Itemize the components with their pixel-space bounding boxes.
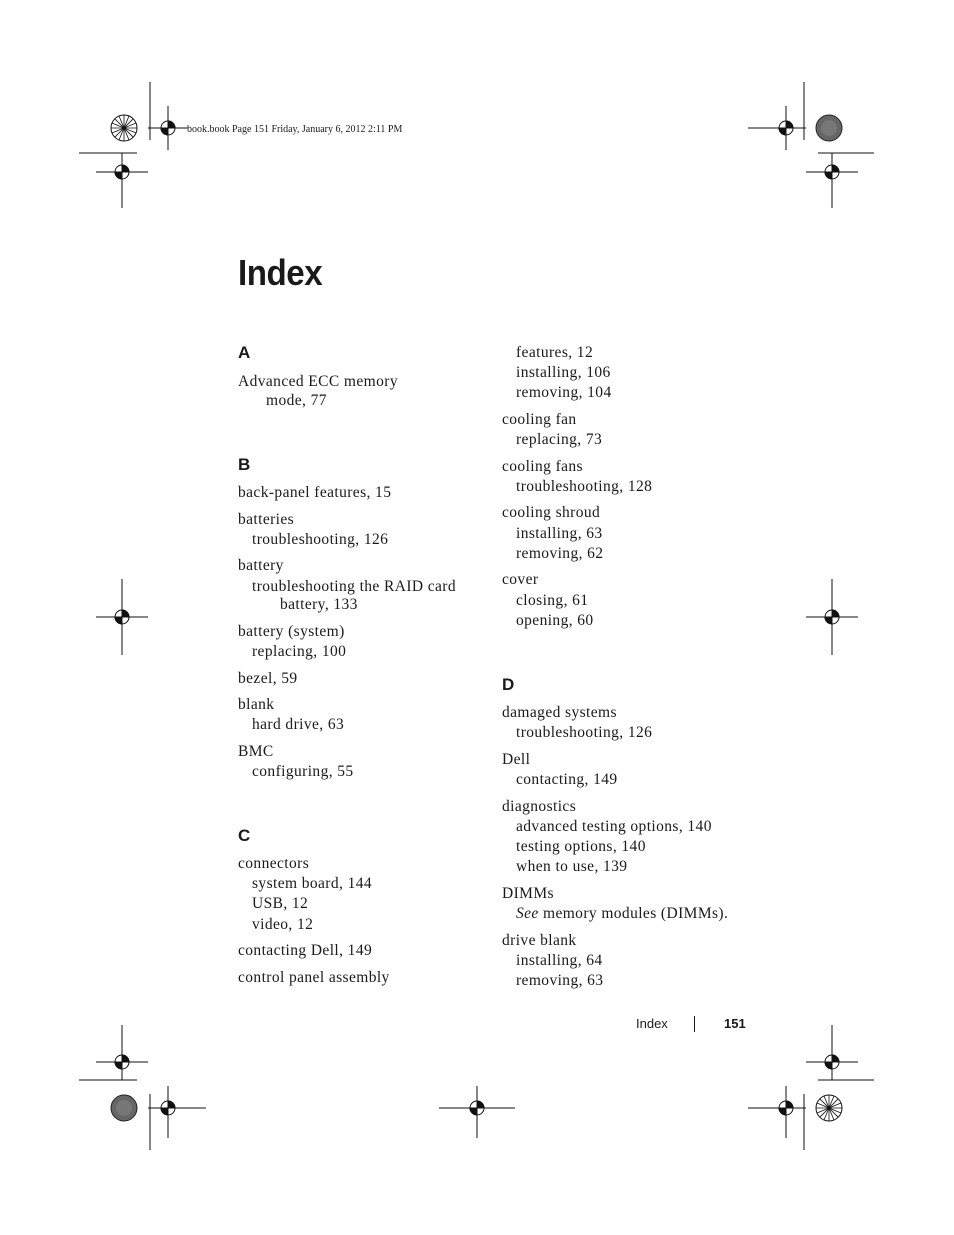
index-entry: BMC <box>238 743 274 760</box>
crosshair-target-icons <box>96 106 858 1138</box>
print-slug-header: book.book Page 151 Friday, January 6, 2012 2:11 PM <box>187 124 403 135</box>
index-entry: cooling shroud <box>502 504 601 521</box>
index-subentry: closing, 61 <box>516 592 589 609</box>
index-subentry: removing, 62 <box>516 545 604 562</box>
index-entry: battery (system) <box>238 623 345 640</box>
footer-section-label: Index <box>636 1016 668 1031</box>
index-subentry: system board, 144 <box>252 875 373 892</box>
index-entry: cooling fan <box>502 411 577 428</box>
index-entry: blank <box>238 696 275 713</box>
index-subentry: advanced testing options, 140 <box>516 818 712 835</box>
index-subentry: replacing, 73 <box>516 431 603 448</box>
index-subentry: opening, 60 <box>516 612 594 629</box>
page-number: 151 <box>724 1016 746 1031</box>
index-entry: bezel, 59 <box>238 670 298 687</box>
index-subentry: when to use, 139 <box>516 858 628 875</box>
see-label: See <box>516 905 539 922</box>
section-letter-b: B <box>238 455 251 474</box>
index-entry: cooling fans <box>502 458 583 475</box>
index-entry: Dell <box>502 751 531 768</box>
index-subentry: removing, 63 <box>516 972 604 989</box>
index-entry: contacting Dell, 149 <box>238 942 373 959</box>
index-entry: DIMMs <box>502 885 554 902</box>
index-entry: Advanced ECC memory <box>238 373 398 390</box>
section-letter-c: C <box>238 826 251 845</box>
index-subentry: troubleshooting, 126 <box>516 724 653 741</box>
see-target: memory modules (DIMMs). <box>538 905 729 922</box>
index-subentry: replacing, 100 <box>252 643 347 660</box>
starburst-register-icons <box>111 115 842 1121</box>
index-subentry: installing, 64 <box>516 952 603 969</box>
index-subentry: removing, 104 <box>516 384 612 401</box>
index-entry: control panel assembly <box>238 969 390 986</box>
index-subentry: installing, 106 <box>516 364 611 381</box>
index-subentry: troubleshooting, 128 <box>516 478 653 495</box>
index-subentry: troubleshooting, 126 <box>252 531 389 548</box>
index-subentry: mode, 77 <box>266 392 327 409</box>
index-subentry: testing options, 140 <box>516 838 646 855</box>
index-subentry: installing, 63 <box>516 525 603 542</box>
index-entry: damaged systems <box>502 704 617 721</box>
footer-divider <box>694 1016 695 1032</box>
section-letter-d: D <box>502 675 515 694</box>
index-subentry: configuring, 55 <box>252 763 354 780</box>
index-entry: battery <box>238 557 284 574</box>
index-subentry: contacting, 149 <box>516 771 618 788</box>
index-entry: connectors <box>238 855 310 872</box>
index-entry: diagnostics <box>502 798 577 815</box>
index-entry: batteries <box>238 511 295 528</box>
page-title: Index <box>238 252 323 293</box>
index-subentry: troubleshooting the RAID card <box>252 578 457 595</box>
index-subentry: features, 12 <box>516 344 594 361</box>
index-entry: back-panel features, 15 <box>238 484 392 501</box>
index-subentry-continued: battery, 133 <box>280 596 358 613</box>
index-subentry: video, 12 <box>252 916 314 933</box>
index-entry: cover <box>502 571 539 588</box>
index-subentry-see-reference <box>516 905 728 923</box>
index-subentry: hard drive, 63 <box>252 716 345 733</box>
section-letter-a: A <box>238 343 251 362</box>
index-subentry: USB, 12 <box>252 895 309 912</box>
index-entry: drive blank <box>502 932 577 949</box>
